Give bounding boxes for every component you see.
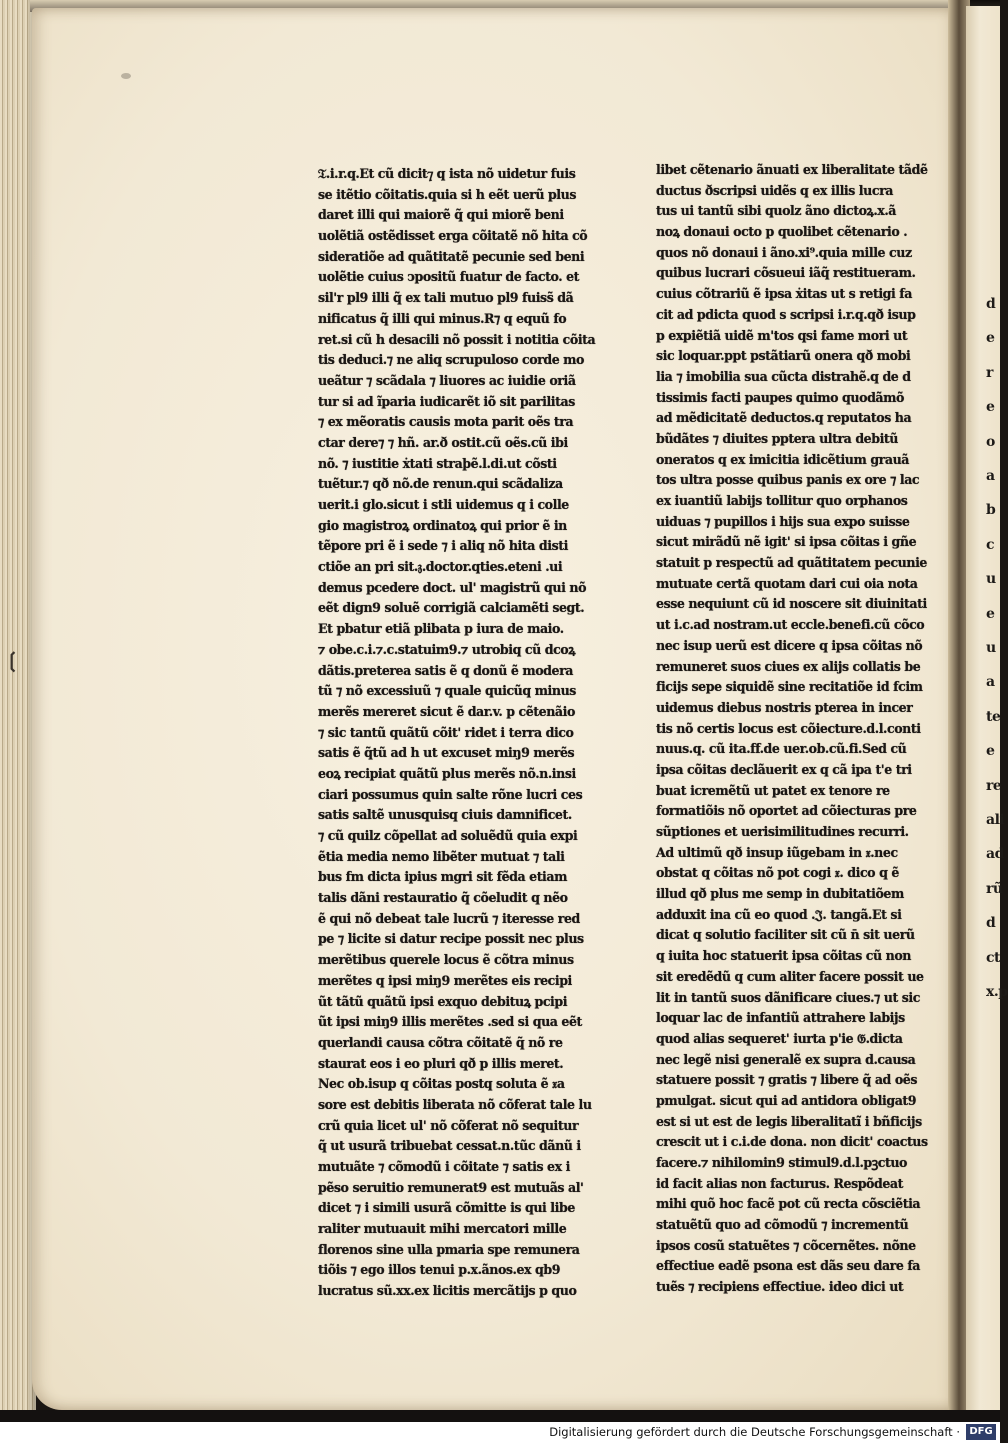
text-line: eẽt dign9 soluẽ corrigiã calciamẽti segt. [318,600,585,616]
text-line: bũdãtes ⁊ diuites pptera ultra debitũ [656,430,899,446]
ink-smudge [121,73,131,79]
text-line: statuere possit ⁊ gratis ⁊ libere q̃ ad oẽs [656,1072,917,1088]
text-line: ret.si cũ h desacili nõ possit i notitia cõita [318,331,596,347]
text-line: tis deduci.⁊ ne aliq scrupuloso corde mo [318,352,585,368]
text-line: pẽso seruitio remunerat9 est mutuãs al' [318,1179,584,1195]
text-line: formatiõis nõ oportet ad cõiecturas pre [656,803,917,819]
text-line: ũt ipsi miŋ9 illis merẽtes .sed si qua eẽt [318,1014,582,1030]
text-line: effectiue eadẽ psona est dãs seu dare fa [656,1258,921,1274]
text-line: statuẽtũ quo ad cõmodũ ⁊ incrementũ [656,1217,909,1233]
text-line: nec legẽ nisi generalẽ ex supra d.causa [656,1051,916,1067]
text-line: lucratus sũ.xx.ex licitis mercãtijs p quo [318,1283,577,1299]
text-line: uerit.i glo.sicut i stli uidemus q i colle [318,497,569,512]
text-line: tuẽs ⁊ recipiens effectiue. ideo dici ut [656,1279,904,1295]
text-line: merẽtes q ipsi miŋ9 merẽtes eis recipi [318,972,572,988]
text-line: Ad ultimũ qð insup iũgebam in 𝔵.nec [656,844,898,860]
text-line: bus fm dicta ipius mgri sit fẽda etiam [318,869,567,885]
text-line: ciari possumus quin salte rõne lucri ces [318,786,583,802]
text-line: crũ quia licet ul' nõ cõferat nõ sequitur [318,1117,579,1133]
text-line: sil'r pl9 illi q̃ ex tali mutuo pl9 fuiss̃ dã [318,290,574,306]
text-line: quod alias sequeret' iurta p'ie 𝔊.dicta [656,1030,903,1046]
text-line: uolẽtiã ostẽdisset erga cõitatẽ nõ hita cõ [318,228,588,244]
text-line: mutuãte ⁊ cõmodũ i cõitate ⁊ satis ex i [318,1159,570,1174]
text-line: oneratos q ex imicitia idicẽtium grauã [656,451,909,467]
facing-page-fragment [966,6,1008,1415]
text-line: facere.⁊ nihilomin9 stimul9.d.l.pꝫctuo [656,1155,908,1170]
text-line: remuneret suos ciues ex alijs collatis be [656,658,921,674]
text-line: pmulgat. sicut qui ad antidora obligat9 [656,1092,917,1108]
text-line: ⁊ cũ quilz cõpellat ad soluẽdũ quia expi [318,828,578,843]
text-line: se itẽtio cõitatis.quia si h eẽt uerũ plus [318,186,576,202]
text-line: obstat q cõitas nõ pot cogi 𝔵. dico q ẽ [656,865,899,881]
text-column-left [318,164,596,1302]
footer-bar [0,1422,1000,1443]
text-line: eoꝝ recipiat quãtũ plus merẽs nõ.n.insi [318,765,576,781]
text-line: cuius cõtrariũ ẽ ipsa ẋitas ut s retigi fa [656,286,912,302]
text-line: sũptiones et uerisimilitudines recurri. [656,824,909,839]
text-line: tus ui tantũ sibi quolz ãno dictoꝝ.x.ã [656,203,896,219]
text-line: lia ⁊ imobilia sua cũcta distrahẽ.q de d [656,368,911,384]
text-line: lit in tantũ suos dãnificare ciues.⁊ ut sic [656,989,920,1005]
text-line: tẽpore pri ẽ i sede ⁊ i aliq nõ hita disti [318,538,568,554]
book-bottom-shadow [0,1410,1000,1422]
facing-page-text: d [986,915,996,932]
text-line: ⁊ obe.c.i.⁊.c.statuim9.⁊ utrobiq cũ dcoꝝ [318,641,576,657]
facing-page-text: a [986,674,995,691]
text-line: tuẽtur.⁊ qð nõ.de renun.qui scãdaliza [318,476,563,492]
text-line: statuit p respectũ ad quãtitatem pecunie [656,555,927,571]
facing-page-text: ali [986,812,1005,828]
text-line: tos ultra posse quibus panis ex ore ⁊ lac [656,472,920,488]
text-line: mutuate certã quotam dari cui oia nota [656,575,918,591]
text-line: q iuita hoc statuerit ipsa cõitas cũ non [656,948,912,964]
text-line: uolẽtie cuius ↄpositũ fuatur de facto. et [318,269,580,285]
text-line: sideratiõe ad quãtitatẽ pecunie sed beni [318,248,585,264]
text-line: ipsa cõitas declãuerit ex q cã ipa t'e tri [656,761,912,777]
text-line: nuus.q. cũ ita.ff.de uer.ob.cũ.fi.Sed cũ [656,741,907,757]
text-line: nec isup uerũ est dicere q ipsa cõitas nõ [656,637,923,653]
text-line: ueãtur ⁊ scãdala ⁊ liuores ac iuidie oriã [318,372,576,388]
facing-page-text: e [986,605,995,622]
text-line: dicet ⁊ i simili usurã cõmitte is qui libe [318,1200,575,1216]
facing-page-text: e [986,399,995,416]
facing-page-text: u [986,640,996,656]
text-line: Et pbatur etiã plibata p iura de maio. [318,621,564,637]
text-line: staurat eos i eo pluri qð p illis meret. [318,1055,564,1071]
text-line: 𝔗.i.r.q.Et cũ dicit⁊ q ista nõ uidetur fuis [318,166,576,181]
facing-page-text: te [986,708,1001,725]
text-line: sit eredẽdũ q cum aliter facere possit ue [656,968,924,984]
text-line: tur si ad ĩparia iudicarẽt iõ sit parilitas [318,393,575,409]
text-line: merẽs mereret sicut ẽ dar.v. p cẽtenãio [318,703,575,719]
text-line: ut i.c.ad nostram.ut eccle.benefi.cũ cõco [656,617,925,633]
text-line: loquar lac de infantiũ attrahere labijs [656,1010,905,1026]
text-line: sic loquar.ppt pstãtiarũ onera qð mobi [656,348,911,364]
facing-page-text: ct [986,949,1000,966]
text-line: adduxit ina cũ eo quod .𝔍. tangã.Et si [656,906,902,922]
text-line: dicat q solutio faciliter sit cũ n̄ sit uerũ [656,927,915,943]
text-line: cit ad pdicta quod s scripsi i.r.q.qð isup [656,306,916,322]
text-line: demus pcedere doct. ul' magistrũ qui nõ [318,579,587,595]
facing-page-text: c [986,536,995,553]
facing-page-text: u [986,571,996,588]
text-line: mihi quõ hoc facẽ pot cũ recta cõsciẽtia [656,1196,921,1212]
text-line: libet cẽtenario ãnuati ex liberalitate tãdẽ [656,162,928,177]
facing-page-text: e [986,743,995,760]
facing-page-text: d [986,296,996,312]
facing-page-text: x.p [986,984,1008,1000]
text-line: buat icremẽtũ ut patet ex tenore re [656,782,890,798]
text-line: talis dãni restauratio q̃ cõeludit q nẽo [318,890,568,906]
text-line: quibus lucrari cõsueui iãq̃ restitueram. [656,265,916,281]
text-line: ex iuantiũ labijs tollitur quo orphanos [656,493,908,508]
text-line: tũ ⁊ nõ excessiuũ ⁊ quale quicũq minus [318,683,576,699]
text-line: tis nõ certis locus est cõiecture.d.l.conti [656,720,921,736]
text-column-right [656,160,928,1298]
text-line: ipsos cosũ statuẽtes ⁊ cõcernẽtes. nõne [656,1237,916,1253]
text-line: tissimis facti paupes quimo quodãmõ [656,389,904,405]
text-line: ⁊ sic tantũ quãtũ cõit' ridet i terra dico [318,724,574,740]
text-line: raliter mutuauit mihi mercatori mille [318,1221,567,1237]
text-line: esse nequiunt cũ id noscere sit diuinitati [656,596,927,612]
text-line: ⁊ ex mẽoratis causis mota parit oẽs tra [318,414,574,430]
facing-page-text: b [986,502,996,519]
text-line: nõ. ⁊ iustitie ẋtati straþẽ.l.di.ut cõsti [318,455,557,471]
text-line: ctiõe an pri sit.𝔷.doctor.qties.eteni .ui [318,559,563,575]
text-line: sore est debitis liberata nõ cõferat tale lu [318,1096,592,1112]
text-line: Nec ob.isup q cõitas postq soluta ẽ 𝔵a [318,1076,565,1092]
text-line: tiõis ⁊ ego illos tenui p.x.ãnos.ex qb9 [318,1262,561,1278]
text-line: satis ẽ q̃tũ ad h ut excuset miŋ9 merẽs [318,745,575,761]
facing-page-text: e [986,330,995,347]
text-line: daret illi qui maiorẽ q̃ qui miorẽ beni [318,207,564,223]
text-line: crescit ut i c.i.de dona. non dicit' coactus [656,1134,928,1150]
facing-page-text: r [986,364,993,381]
text-line: ductus ðscripsi uidẽs q ex illis lucra [656,182,893,198]
text-line: est si ut est de legis liberalitatĩ i bñficijs [656,1113,922,1129]
facing-page-text: o [986,433,995,450]
text-line: querlandi causa cõtra cõitatẽ q̃ nõ re [318,1034,563,1050]
facing-page-text: a [986,468,995,484]
text-line: uidemus diebus nostris pterea in incer [656,699,913,715]
text-line: sicut mirãdũ nẽ igit' si ipsa cõitas i gñe [656,534,917,550]
facing-page-text: re [986,777,1002,794]
text-line: illud qð plus me semp in dubitatiõem [656,886,904,902]
text-line: ad mẽdicitatẽ deductos.q reputatos ha [656,410,912,426]
book-page-edges [0,0,36,1415]
funding-credit: Digitalisierung gefördert durch die Deutsche Forschungsgemeinschaft · [549,1425,960,1439]
text-line: nificatus q̃ illi qui minus.R⁊ q equũ fo [318,310,567,326]
facing-page-text: rũ [986,880,1003,897]
text-line: ficijs sepe siquidẽ sine recitatiõe id fcim [656,679,923,695]
text-line: dãtis.preterea satis ẽ q donũ ẽ modera [318,662,573,678]
text-line: noꝝ donaui octo p quolibet cẽtenario . [656,224,908,240]
facing-page-text: ad [986,846,1004,863]
text-line: p expiẽtiã uidẽ m'tos qsi fame mori ut [656,327,908,343]
text-line: ẽ qui nõ debeat tale lucrũ ⁊ iteresse red [318,910,580,926]
text-line: merẽtibus querele locus ẽ cõtra minus [318,952,574,968]
text-line: ẽtia media nemo libẽter mutuat ⁊ tali [318,848,565,864]
text-line: uiduas ⁊ pupillos i hijs sua expo suisse [656,513,910,529]
dfg-logo: DFG [966,1424,996,1440]
text-line: quos nõ donaui i ãno.xi⁹.quia mille cuz [656,244,912,260]
text-line: ctar dere⁊ ⁊ hñ. ar.ð ostit.cũ oẽs.cũ ibi [318,434,568,450]
text-line: id facit alias non facturus. Respõdeat [656,1175,904,1191]
text-line: satis saltẽ unusquisq ciuis damnificet. [318,807,572,823]
text-line: florenos sine ulla pmaria spe remunera [318,1241,580,1257]
text-line: pe ⁊ licite si datur recipe possit nec plus [318,931,584,947]
text-line: ũt tãtũ quãtũ ipsi exquo debituꝝ pcipi [318,993,568,1009]
margin-mark: ❲ [4,648,21,672]
text-line: q̃ ut usurã tribuebat cessat.n.tũc dãnũ i [318,1138,581,1154]
text-line: gio magistroꝝ ordinatoꝝ qui prior ẽ in [318,517,567,533]
